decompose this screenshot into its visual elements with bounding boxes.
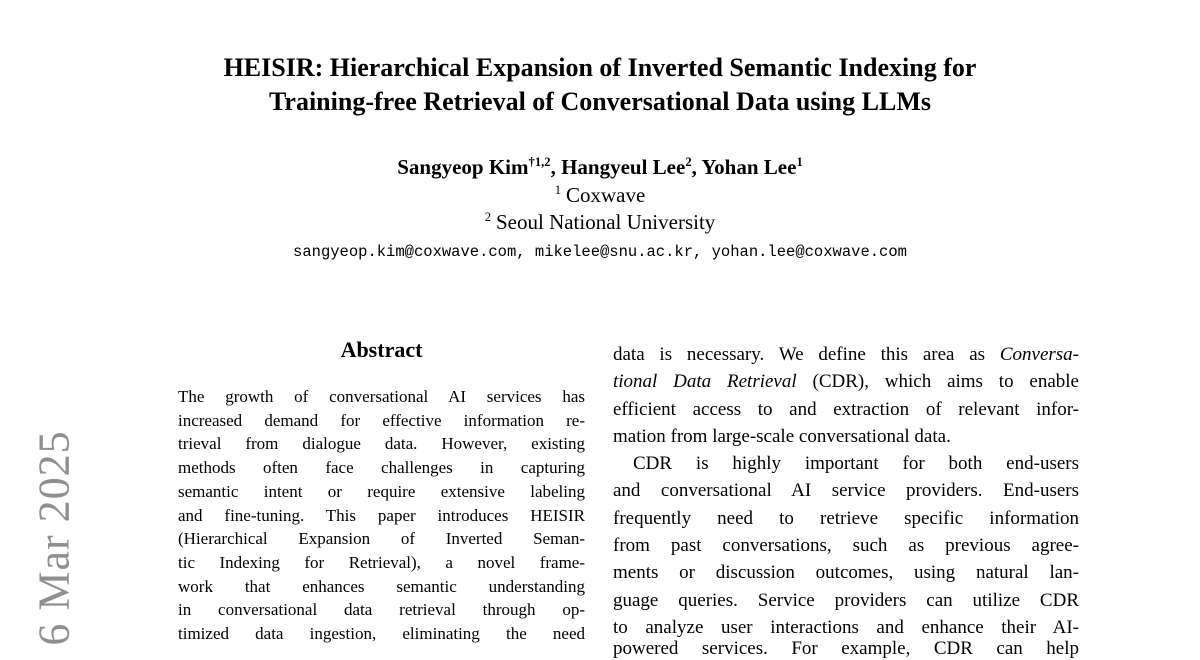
paper-title (0, 51, 1200, 119)
author-superscript: 1 (796, 155, 803, 169)
affiliation-1 (0, 183, 1200, 208)
abstract-line: and fine-tuning. This paper introduces HEISIR (178, 505, 585, 525)
body-line: CDR is highly important for both end-users (633, 453, 1079, 475)
abstract-line: trieval from dialogue data. However, existing (178, 434, 585, 454)
abstract-line: increased demand for effective information re- (178, 410, 585, 430)
author-separator: , (691, 155, 702, 179)
title-line-1: HEISIR: Hierarchical Expansion of Inverted Semantic Indexing for (223, 53, 977, 82)
abstract-text (178, 385, 585, 646)
author-name: Yohan Lee (701, 155, 797, 179)
author-line (0, 155, 1200, 180)
body-line: guage queries. Service providers can utilize CDR (613, 589, 1079, 611)
affiliation-name: Coxwave (565, 183, 646, 207)
author-name: Sangyeop Kim (397, 155, 529, 179)
body-line: to analyze user interactions and enhance their AI- (613, 616, 1079, 638)
abstract-line: (Hierarchical Expansion of Inverted Seman- (178, 529, 585, 549)
abstract-heading: Abstract (340, 337, 423, 362)
author-superscript: †1,2 (528, 155, 551, 169)
abstract-line: in conversational data retrieval through op- (178, 600, 585, 620)
intro-column (613, 341, 1079, 641)
affiliation-marker: 1 (554, 183, 561, 197)
body-line: mation from large-scale conversational data. (613, 425, 951, 447)
affiliation-marker: 2 (484, 210, 491, 224)
body-line (613, 368, 1079, 395)
affiliation-name: Seoul National University (495, 210, 716, 234)
author-superscript: 2 (685, 155, 692, 169)
abstract-line: semantic intent or require extensive labeling (178, 481, 585, 501)
author-separator: , (550, 155, 562, 179)
abstract-line: work that enhances semantic understanding (178, 576, 585, 596)
body-line: from past conversations, such as previous agree- (613, 535, 1079, 557)
title-line-2: Training-free Retrieval of Conversational Data using LLMs (269, 87, 931, 116)
abstract-line: methods often face challenges in capturing (178, 458, 585, 478)
body-line: and conversational AI service providers. End-users (613, 480, 1079, 502)
author-3 (701, 155, 802, 179)
body-text: data is necessary. We define this area as (613, 344, 1000, 365)
abstract-line: tic Indexing for Retrieval), a novel frame- (178, 552, 585, 572)
body-line: efficient access to and extraction of relevant infor- (613, 398, 1079, 420)
body-line (613, 341, 1079, 368)
author-2 (561, 155, 701, 179)
italic-term: Conversa- (999, 344, 1079, 365)
clipped-text-line: powered services. For example, CDR can help (613, 638, 1079, 659)
author-name: Hangyeul Lee (561, 155, 686, 179)
abstract-line: timized data ingestion, eliminating the need (178, 624, 585, 644)
italic-term: tional Data Retrieval (613, 371, 797, 393)
abstract-line: The growth of conversational AI services has (178, 387, 585, 406)
body-line: frequently need to retrieve specific information (613, 507, 1079, 529)
arxiv-date-stamp: 6 Mar 2025 (29, 430, 79, 646)
affiliation-2 (0, 210, 1200, 235)
body-text: (CDR), which aims to enable (796, 371, 1079, 393)
author-emails: sangyeop.kim@coxwave.com, mikelee@snu.ac.kr, yohan.lee@coxwave.com (293, 243, 907, 261)
author-1 (397, 155, 561, 179)
body-line: ments or discussion outcomes, using natural lan- (613, 562, 1079, 584)
